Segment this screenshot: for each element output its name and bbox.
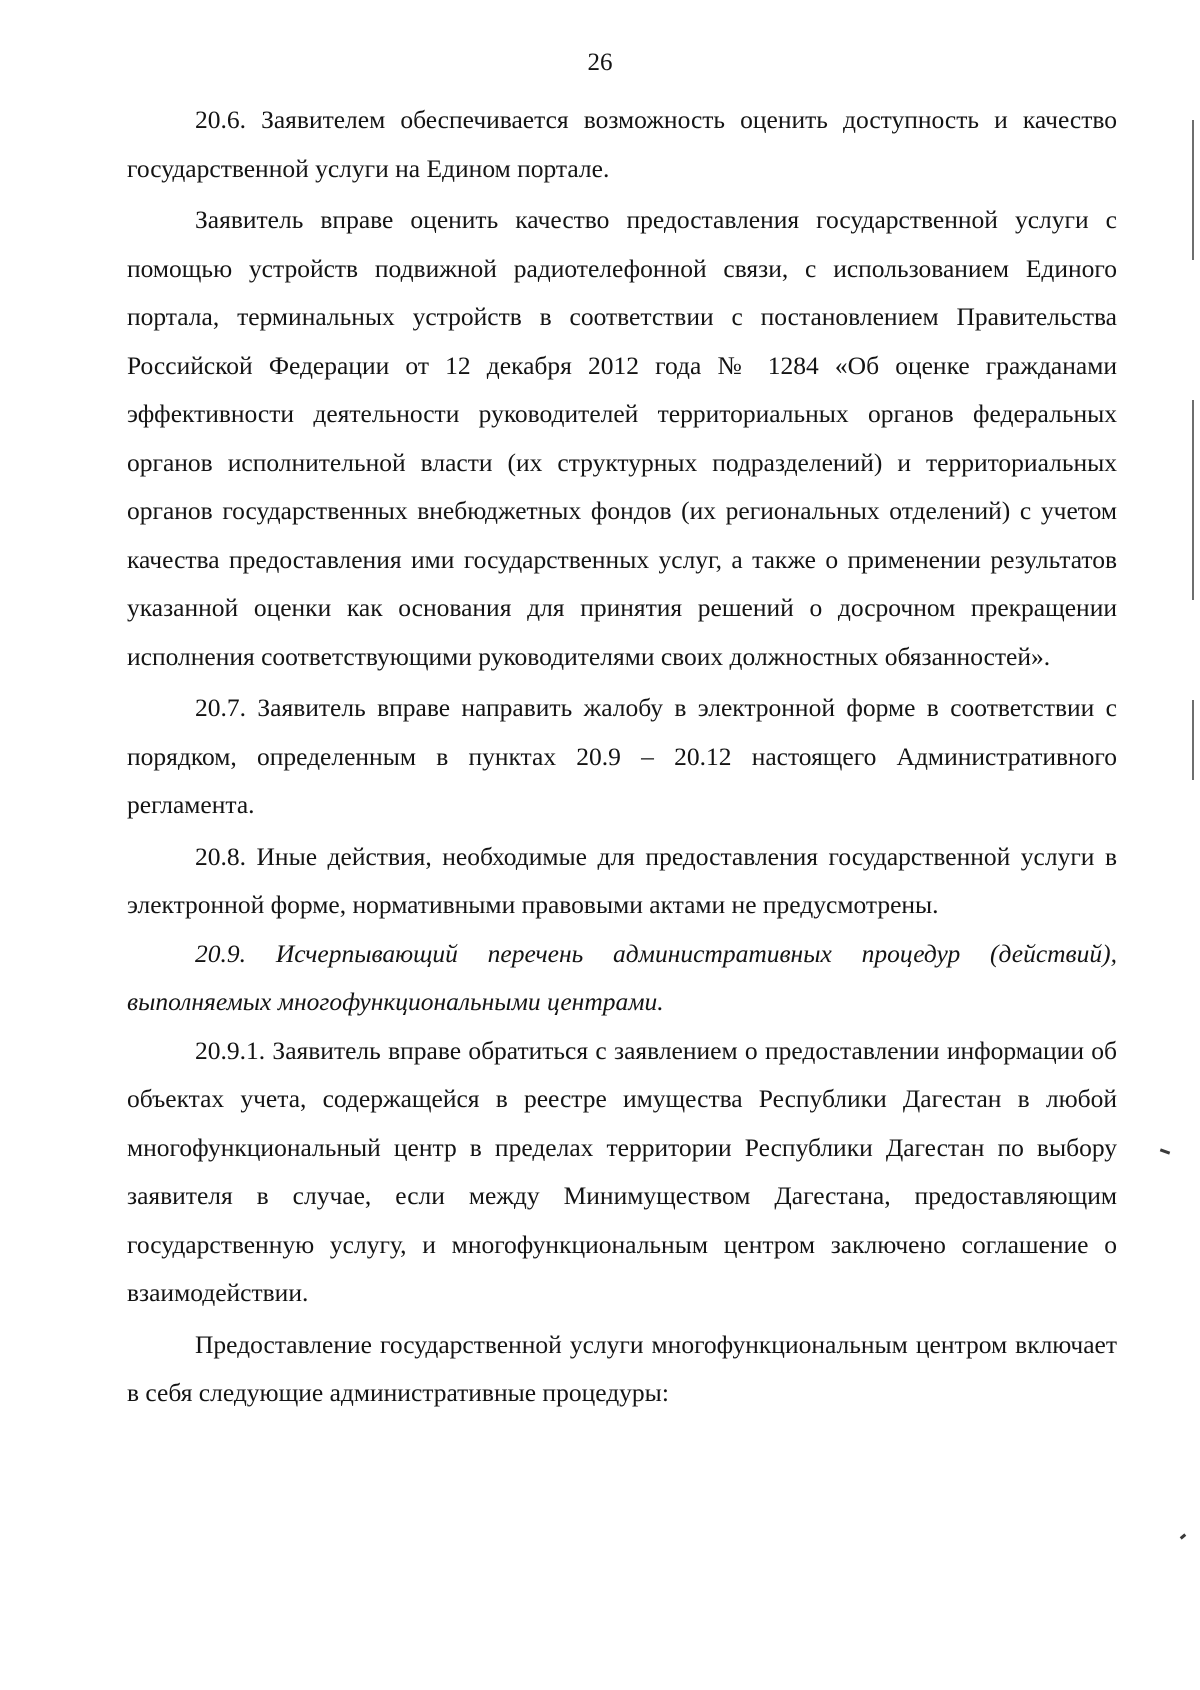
- page-number: 26: [587, 49, 613, 76]
- scan-edge-mark: [1192, 400, 1194, 600]
- paragraph-20-8: 20.8. Иные действия, необходимые для предоставления государственной услуги в электронной форме, нормативными правовыми актами не предусмотрены.: [127, 841, 1117, 919]
- paragraph-20-7: 20.7. Заявитель вправе направить жалобу в электронной форме в соответствии с порядком, определенным в пунктах 20.9 – 20.12 настоящего Административного регламента.: [127, 693, 1117, 819]
- paragraph-assessment-rights: Заявитель вправе оценить качество предоставления государственной услуги с помощью устройств подвижной радиотелефонной связи, с использованием Единого портала, терминальных устройств в соответствии с постановлением Правительства Российской Федерации от 12 декабря 2012 года № 1284 «Об оценке гражданами эффективности деятельности руководителей территориальных органов федеральных органов исполнительной власти (их структурных подразделений) и территориальных органов государственных внебюджетных фондов (их региональных отделений) с учетом качества предоставления ими государственных услуг, а также о применении результатов указанной оценки как основания для принятия решений о досрочном прекращении исполнения соответствующими руководителями своих должностных обязанностей».: [127, 205, 1117, 671]
- scan-edge-mark: [1192, 120, 1194, 260]
- scan-speck: [1180, 1533, 1187, 1539]
- scan-edge-mark: [1192, 700, 1194, 780]
- scan-speck: [1160, 1148, 1170, 1154]
- paragraph-20-6: 20.6. Заявителем обеспечивается возможность оценить доступность и качество государственной услуги на Едином портале.: [127, 105, 1117, 183]
- section-heading-20-9: 20.9. Исчерпывающий перечень административных процедур (действий), выполняемых многофункциональными центрами.: [127, 938, 1117, 1016]
- document-body: [127, 96, 1117, 1418]
- paragraph-procedures-intro: Предоставление государственной услуги многофункциональным центром включает в себя следующие административные процедуры:: [127, 1329, 1117, 1407]
- paragraph-20-9-1: 20.9.1. Заявитель вправе обратиться с заявлением о предоставлении информации об объектах учета, содержащейся в реестре имущества Республики Дагестан в любой многофункциональный центр в пределах территории Республики Дагестан по выбору заявителя в случае, если между Минимуществом Дагестана, предоставляющим государственную услугу, и многофункциональным центром заключено соглашение о взаимодействии.: [127, 1035, 1117, 1307]
